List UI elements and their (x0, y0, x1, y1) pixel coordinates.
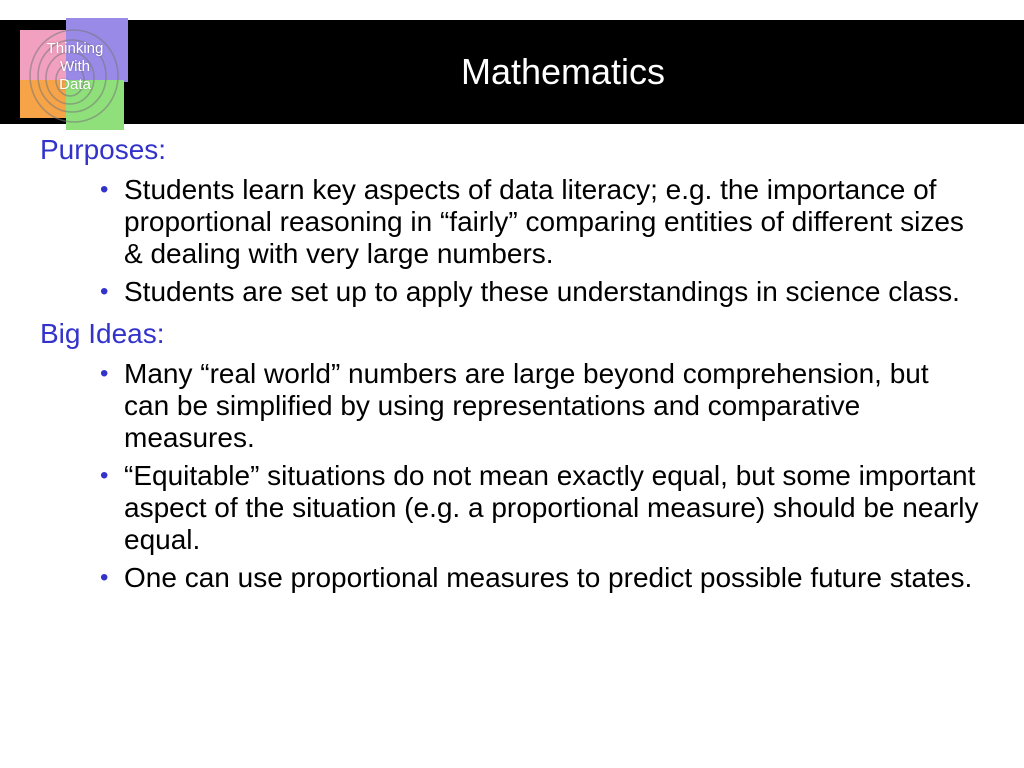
bullet-text: One can use proportional measures to predict possible future states. (124, 562, 973, 593)
bullet-icon: • (100, 360, 109, 387)
bullet-icon: • (100, 564, 109, 591)
logo-line: With (60, 58, 90, 75)
bullet-icon: • (100, 176, 109, 203)
bullet-item (40, 276, 980, 308)
bullet-item (40, 562, 980, 594)
bullet-item (40, 460, 980, 556)
section-heading: Purposes: (40, 134, 167, 165)
slide-title: Mathematics (460, 51, 666, 92)
bullet-item (40, 358, 980, 454)
bullet-text: Students are set up to apply these understandings in science class. (124, 276, 960, 307)
section-purposes (40, 134, 980, 308)
bullet-item (40, 174, 980, 270)
logo-line: Data (59, 76, 91, 93)
logo-text (30, 40, 120, 94)
bullet-list (40, 174, 980, 308)
bullet-text: Many “real world” numbers are large beyond comprehension, but can be simplified by using representations and comparative measures. (124, 358, 929, 453)
bullet-text: “Equitable” situations do not mean exactly equal, but some important aspect of the situation (e.g. a proportional measure) should be nearly equal. (124, 460, 979, 555)
logo-line: Thinking (46, 40, 104, 57)
section-big-ideas (40, 318, 980, 594)
bullet-icon: • (100, 278, 109, 305)
thinking-with-data-logo (20, 18, 128, 130)
bullet-text: Students learn key aspects of data literacy; e.g. the importance of proportional reasoning in “fairly” comparing entities of different sizes & dealing with very large numbers. (124, 174, 964, 269)
bullet-icon: • (100, 462, 109, 489)
slide-content (40, 134, 980, 600)
bullet-list (40, 358, 980, 594)
section-heading: Big Ideas: (40, 318, 165, 349)
